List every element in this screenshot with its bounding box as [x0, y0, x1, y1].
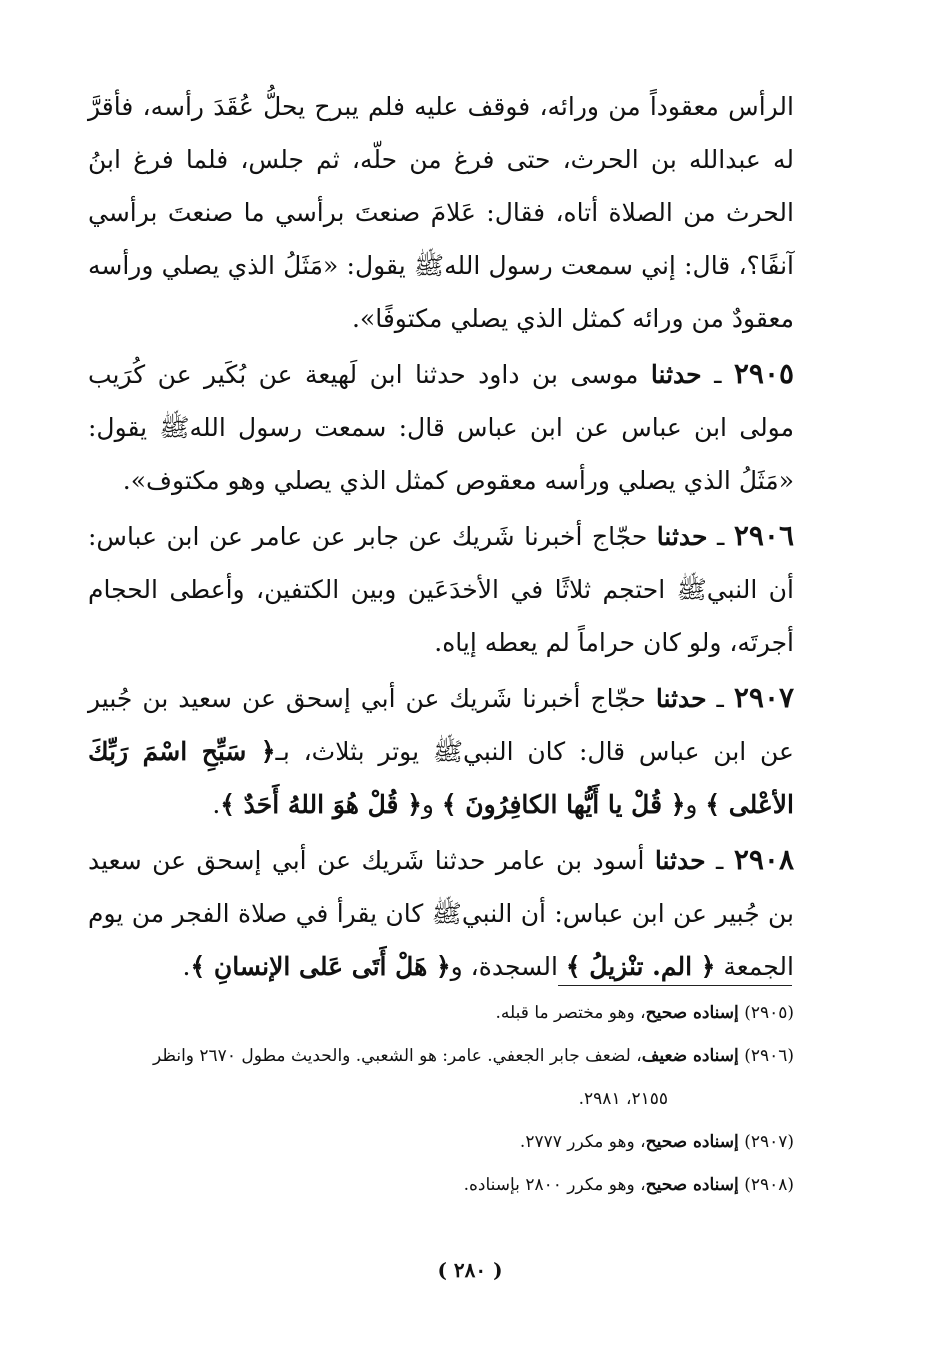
hadith-number: ٢٩٠٦	[733, 519, 794, 552]
hadith-number: ٢٩٠٥	[733, 357, 795, 390]
footnote-text: ، لضعف جابر الجعفي. عامر: هو الشعبي. والحديث مطول ٢٦٧٠ وانظر	[153, 1046, 642, 1066]
hadith-text: حجّاج أخبرنا شَريك عن جابر عن عامر عن ابن عباس: أن النبيﷺ احتجم ثلاثًا في الأخدَعَين وبين الكتفين، وأعطى الحجام أجرتَه، ولو كان حراماً لم يعطه إياه.	[88, 522, 794, 657]
footnote-2907	[88, 1121, 794, 1164]
footnote-number: (٢٩٠٧)	[744, 1132, 794, 1152]
footnote-text: ، وهو مكرر ٢٨٠٠ بإسناده.	[463, 1175, 646, 1195]
haddathana-word: حدثنا	[656, 522, 708, 551]
hadith-2905	[88, 347, 794, 507]
footnote-divider	[558, 985, 792, 986]
hadith-text: أسود بن عامر حدثنا شَريك عن أبي إسحق عن سعيد بن جُبير عن ابن عباس: أن النبيﷺ كان يقرأ في صلاة الفجر من يوم الجمعة	[88, 846, 794, 981]
footnote-text: ، وهو مختصر ما قبله.	[495, 1003, 646, 1023]
footnote-number: (٢٩٠٥)	[744, 1003, 794, 1023]
hadith-text: .	[212, 790, 221, 819]
page-number: ( ٢٨٠ )	[437, 1258, 503, 1282]
quran-verse: ﴿ هَلْ أَتَى عَلى الإنسانِ ﴾	[190, 952, 451, 981]
hadith-2907	[88, 671, 794, 831]
haddathana-word: حدثنا	[655, 684, 707, 713]
hadith-number: ٢٩٠٨	[733, 843, 794, 876]
hadith-number: ٢٩٠٧	[733, 681, 795, 714]
quran-verse: ﴿ سَبِّحِ اسْمَ رَبِّكَ الأعْلى ﴾	[88, 737, 794, 819]
hadith-text: و	[421, 790, 442, 819]
haddathana-word: حدثنا	[654, 846, 706, 875]
hadith-text: موسى بن داود حدثنا ابن لَهيعة عن بُكَير عن كُرَيب مولى ابن عباس عن ابن عباس قال: سمعت رسول اللهﷺ يقول: «مَثَلُ الذي يصلي ورأسه معقوص كمثل الذي يصلي وهو مكتوف».	[88, 360, 794, 495]
footnote-2908	[88, 1164, 794, 1207]
hadith-2906	[88, 509, 794, 669]
footnote-grade: إسناده صحيح	[645, 1175, 739, 1195]
hadith-2908	[88, 833, 794, 993]
quran-verse: ﴿ قُلْ يا أَيُّها الكافِرُونَ ﴾	[441, 790, 686, 819]
footnote-number: (٢٩٠٨)	[744, 1175, 794, 1195]
hadith-text: السجدة، و	[450, 952, 566, 981]
separator: ـ	[705, 846, 734, 875]
footnote-text: ، وهو مكرر ٢٧٧٧.	[519, 1132, 646, 1152]
quran-verse: ﴿ الم. تنْزيلُ ﴾	[565, 952, 716, 981]
hadith-text: حجّاج أخبرنا شَريك عن أبي إسحق عن سعيد بن جُبير عن ابن عباس قال: كان النبيﷺ يوتر بثلاث، بـ	[88, 684, 794, 766]
quran-verse: ﴿ قُلْ هُوَ اللهُ أَحَدٌ ﴾	[220, 790, 422, 819]
hadith-text: و	[685, 790, 706, 819]
continuation-paragraph: الرأس معقوداً من ورائه، فوقف عليه فلم يبرح يحلُّ عُقَدَ رأسه، فأقرَّ له عبدالله بن الحرث، حتى فرغ من حلّه، ثم جلس، فلما فرغ ابنُ الحرث من الصلاة أتاه، فقال: عَلامَ صنعتَ برأسي ما صنعتَ برأسي آنفًا؟، قال: إني سمعت رسول اللهﷺ يقول: «مَثَلُ الذي يصلي ورأسه معقودٌ من ورائه كمثل الذي يصلي مكتوفًا».	[88, 92, 794, 333]
footnote-2905	[88, 992, 794, 1035]
footnote-2906-continuation: ٢١٥٥، ٢٩٨١.	[578, 1089, 668, 1109]
hadith-text: .	[182, 952, 191, 981]
footnote-grade: إسناده ضعيف	[641, 1046, 739, 1066]
footnote-number: (٢٩٠٦)	[744, 1046, 794, 1066]
separator: ـ	[701, 360, 734, 389]
footnote-grade: إسناده صحيح	[645, 1003, 739, 1023]
separator: ـ	[707, 522, 734, 551]
footnote-grade: إسناده صحيح	[645, 1132, 739, 1152]
separator: ـ	[706, 684, 734, 713]
footnote-2906	[88, 1035, 794, 1078]
main-text	[88, 80, 794, 993]
footnotes	[88, 992, 794, 1207]
haddathana-word: حدثنا	[650, 360, 702, 389]
